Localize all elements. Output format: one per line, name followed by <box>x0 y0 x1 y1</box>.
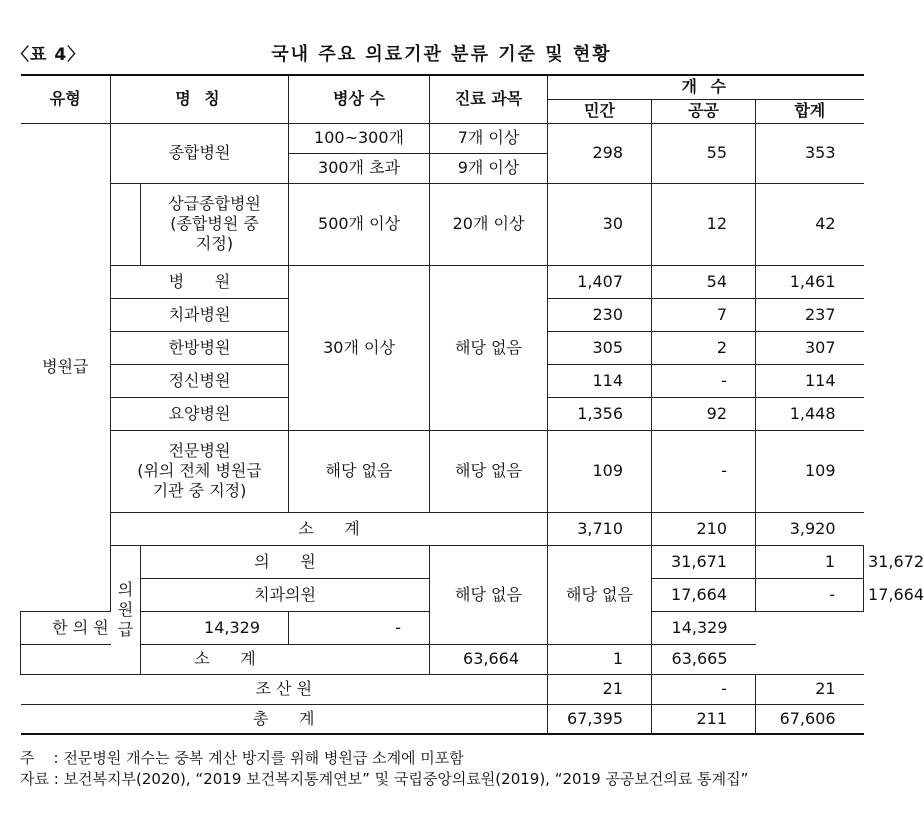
row-dental-hosp-public: 7 <box>652 298 756 331</box>
row-specialty-beds: 해당 없음 <box>289 430 430 512</box>
row-tertiary-beds: 500개 이상 <box>289 183 430 265</box>
row-oriental-hosp-public: 2 <box>652 331 756 364</box>
header-name: 명 칭 <box>111 75 289 123</box>
row-dental-clinic-public: - <box>756 578 864 611</box>
row-midwifery-name: 조 산 원 <box>21 674 548 704</box>
row-nursing-hosp-public: 92 <box>652 397 756 430</box>
row-general-public: 55 <box>652 123 756 183</box>
row-hospital-name: 병 원 <box>111 265 289 298</box>
row-oriental-hosp-total: 307 <box>756 331 864 364</box>
row-mental-hosp-name: 정신병원 <box>111 364 289 397</box>
row-clinic-public: 1 <box>756 545 864 578</box>
hospital-classification-table: 유형 명 칭 병상 수 진료 과목 개 수 민간 공공 합계 병원급 종합병원 100~300개 7개 이상 298 55 353 300개 초과 9개 이상 상급종합병원 (종합병원 중 지정) 500개 이상 20개 이상 30 12 42 병 원 30개 이상 해당 없음 1,407 54 1,461 치과병원 230 7 237 한방병원 305 2 307 정신병원 114 - 114 요양병원 1,356 92 1,448 전문병원 (위의 전체 병원급 기관 중 지정) 해당 없음 해당 없음 109 - 109 소 계 3,710 210 3,920 의원급 의 원 해당 없음 해당 없음 31,671 1 31,672 치과의원 17,664 - 17,664 한 의 원 14,329 - 14,329 소 계 63,664 1 63,665 조 산 원 21 - 21 총 계 67,395 211 67,606 <box>20 74 864 735</box>
row-grand-total-total: 67,606 <box>756 704 864 734</box>
row-midwifery-private: 21 <box>548 674 652 704</box>
row-clinic-depts: 해당 없음 <box>548 545 652 644</box>
row-dental-hosp-total: 237 <box>756 298 864 331</box>
row-hosp-depts: 해당 없음 <box>430 265 548 430</box>
row-hosp-beds: 30개 이상 <box>289 265 430 430</box>
source-note: 자료 : 보건복지부(2020), “2019 보건복지통계연보” 및 국립중앙의료원(2019), “2019 공공보건의료 통계집” <box>20 770 749 788</box>
row-oriental-clinic-private: 14,329 <box>141 611 289 644</box>
table-title: 국내 주요 의료기관 분류 기준 및 현황 <box>271 44 612 65</box>
group-clinic: 의원급 <box>111 545 141 674</box>
header-depts: 진료 과목 <box>430 75 548 123</box>
row-specialty-name: 전문병원 (위의 전체 병원급 기관 중 지정) <box>111 430 289 512</box>
row-midwifery-total: 21 <box>756 674 864 704</box>
row-general-beds-b: 300개 초과 <box>289 153 430 183</box>
row-nursing-hosp-name: 요양병원 <box>111 397 289 430</box>
row-oriental-hosp-private: 305 <box>548 331 652 364</box>
row-grand-total-name: 총 계 <box>21 704 548 734</box>
row-general-beds-a: 100~300개 <box>289 123 430 153</box>
row-general-total: 353 <box>756 123 864 183</box>
row-clinic-private: 31,671 <box>652 545 756 578</box>
row-general-name: 종합병원 <box>111 123 289 183</box>
row-tertiary-public: 12 <box>652 183 756 265</box>
group-hospital: 병원급 <box>21 123 111 611</box>
row-hosp-subtotal-public: 210 <box>652 512 756 545</box>
row-tertiary-depts: 20개 이상 <box>430 183 548 265</box>
row-mental-hosp-private: 114 <box>548 364 652 397</box>
footnote: 주 : 전문병원 개수는 중복 계산 방지를 위해 병원급 소계에 미포함 <box>20 749 464 767</box>
row-mental-hosp-total: 114 <box>756 364 864 397</box>
row-grand-total-public: 211 <box>652 704 756 734</box>
header-private: 민간 <box>548 99 652 123</box>
row-hosp-subtotal-name: 소 계 <box>111 512 548 545</box>
row-clinic-subtotal-private: 63,664 <box>430 644 548 674</box>
row-mental-hosp-public: - <box>652 364 756 397</box>
row-dental-hosp-private: 230 <box>548 298 652 331</box>
row-general-private: 298 <box>548 123 652 183</box>
header-total: 합계 <box>756 99 864 123</box>
row-clinic-beds: 해당 없음 <box>430 545 548 644</box>
row-specialty-public: - <box>652 430 756 512</box>
row-midwifery-public: - <box>652 674 756 704</box>
header-public: 공공 <box>652 99 756 123</box>
row-hospital-public: 54 <box>652 265 756 298</box>
row-dental-hosp-name: 치과병원 <box>111 298 289 331</box>
row-tertiary-private: 30 <box>548 183 652 265</box>
row-general-depts-b: 9개 이상 <box>430 153 548 183</box>
row-general-depts-a: 7개 이상 <box>430 123 548 153</box>
row-oriental-clinic-public: - <box>289 611 430 644</box>
row-nursing-hosp-private: 1,356 <box>548 397 652 430</box>
row-specialty-private: 109 <box>548 430 652 512</box>
row-hosp-subtotal-private: 3,710 <box>548 512 652 545</box>
table-notes <box>20 748 870 790</box>
header-count: 개 수 <box>548 75 864 99</box>
row-oriental-hosp-name: 한방병원 <box>111 331 289 364</box>
row-grand-total-private: 67,395 <box>548 704 652 734</box>
row-hospital-private: 1,407 <box>548 265 652 298</box>
row-nursing-hosp-total: 1,448 <box>756 397 864 430</box>
header-beds: 병상 수 <box>289 75 430 123</box>
row-oriental-clinic-name: 한 의 원 <box>21 611 141 644</box>
row-dental-clinic-private: 17,664 <box>652 578 756 611</box>
row-clinic-subtotal-total: 63,665 <box>652 644 756 674</box>
row-clinic-name: 의 원 <box>141 545 430 578</box>
row-specialty-depts: 해당 없음 <box>430 430 548 512</box>
row-specialty-total: 109 <box>756 430 864 512</box>
table-number: 〈표 4〉 <box>12 45 86 65</box>
row-tertiary-total: 42 <box>756 183 864 265</box>
row-tertiary-name: 상급종합병원 (종합병원 중 지정) <box>141 183 289 265</box>
table-header <box>0 40 883 68</box>
row-hospital-total: 1,461 <box>756 265 864 298</box>
row-hosp-subtotal-total: 3,920 <box>756 512 864 545</box>
row-clinic-subtotal-public: 1 <box>548 644 652 674</box>
row-clinic-subtotal-name: 소 계 <box>21 644 430 674</box>
row-oriental-clinic-total: 14,329 <box>652 611 756 644</box>
row-dental-clinic-name: 치과의원 <box>141 578 430 611</box>
header-type: 유형 <box>21 75 111 123</box>
